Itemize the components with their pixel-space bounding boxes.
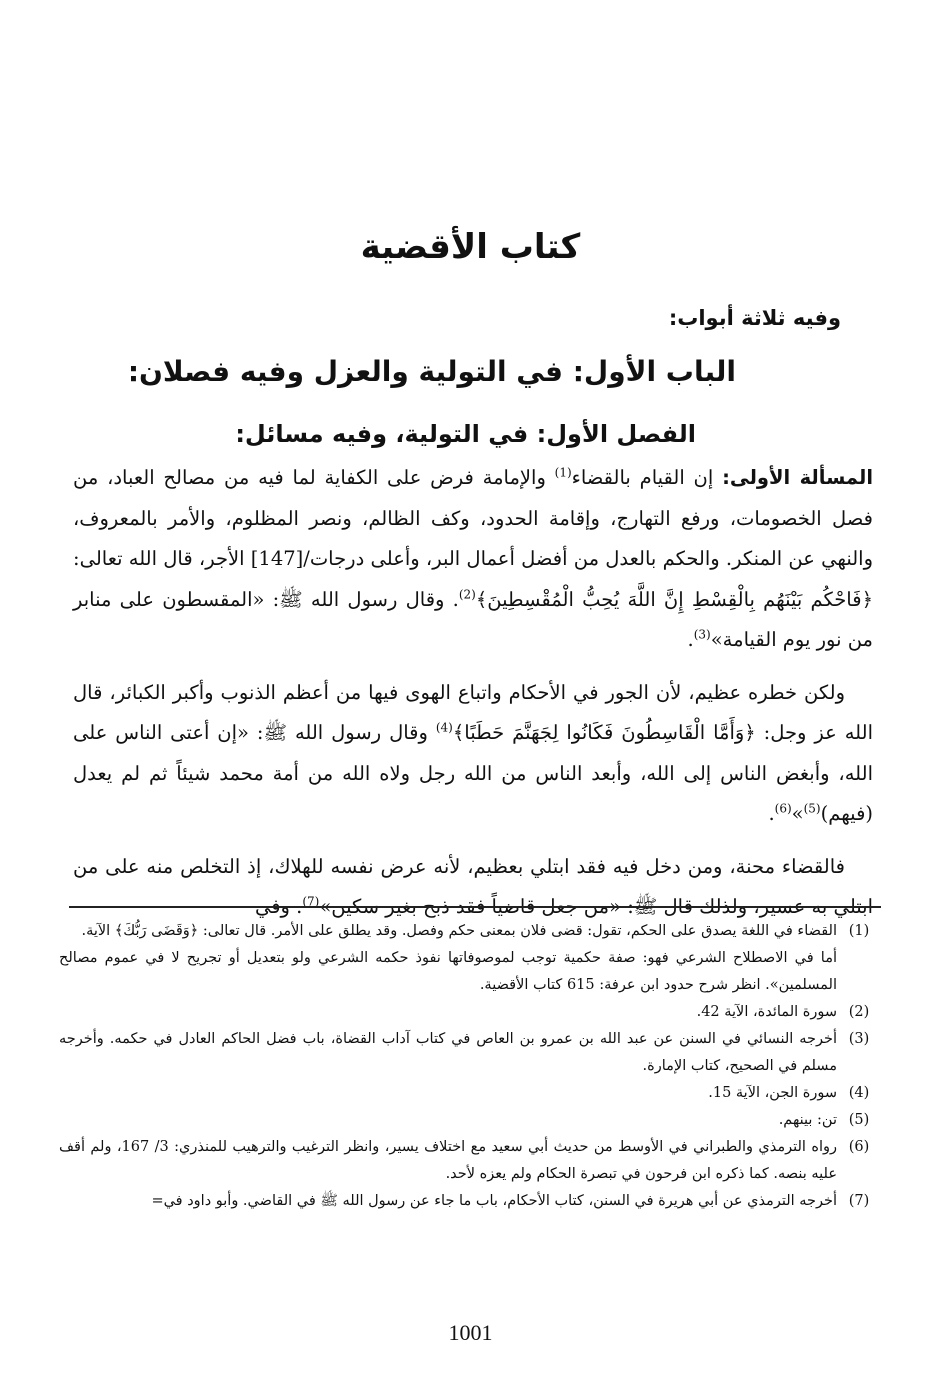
footnote-divider [69,906,881,908]
intro-line: وفيه ثلاثة أبواب: [668,306,841,330]
footnote-continuation: أما في الاصطلاح الشرعي فهو: صفة حكمية توجب لموصوفاتها نفوذ حكمه الشرعي ولو بتعديل أو تجريح لا في عموم مصالح المسلمين». انظر شرح حدود ابن عرفة: 615 كتاب الأقضية. [59,950,837,993]
page-number: 1001 [448,1320,493,1345]
section-heading: الباب الأول: في التولية والعزل وفيه فصلان: [127,355,736,388]
paragraph-3: فالقضاء محنة، ومن دخل فيه فقد ابتلي بعظيم، لأنه عرض نفسه للهلاك، إذ التخلص منه على من ابتلي به عسير، ولذلك قال ﷺ: «من جعل قاضياً فقد ذبح بغير سكين»$^{(7)}$. وفي [73,854,873,918]
footnote: (4) سورة الجن، الآية 15. [708,1085,870,1101]
paragraph-2: ولكن خطره عظيم، لأن الجور في الأحكام واتباع الهوى فيها من أعظم الذنوب وأكبر الكبائر، قال الله عز وجل: ﴿وَأَمَّا الْقَاسِطُونَ فَكَانُوا لِجَهَنَّمَ حَطَبًا﴾$^{(4)}$ وقال رسول الله ﷺ: «إن أعتى الناس على الله، وأبغض الناس إلى الله، وأبعد الناس من الله رجل ولاه الله من أمة محمد شيئاً ثم لم يعدل (فيهم)$^{(5)}$»$^{(6)}$. [73,680,873,825]
footnote-ref-5: (5) [803,801,821,816]
footnote-ref-6: (6) [774,801,792,816]
footnote: (5) تن: بينهم. [778,1112,870,1128]
footnote-ref-3: (3) [693,627,711,642]
subsection-heading: الفصل الأول: في التولية، وفيه مسائل: [235,420,696,448]
paragraph-1: المسألة الأولى: إن القيام بالقضاء$^{(1)}$ والإمامة فرض على الكفاية لما فيه من مصالح العباد، من فصل الخصومات، ورفع التهارج، وإقامة الحدود، وكف الظالم، ونصر المظلوم، والأمر بالمعروف، والنهي عن المنكر. والحكم بالعدل من أفضل أعمال البر، وأعلى درجات/[147] الأجر، قال الله تعالى: ﴿فَاحْكُم بَيْنَهُم بِالْقِسْطِ إِنَّ اللَّهَ يُحِبُّ الْمُقْسِطِينَ﴾$^{(2)}$. وقال رسول الله ﷺ: «المقسطون على منابر من نور يوم القيامة»$^{(3)}$. [73,465,873,651]
main-text [73,458,873,940]
issue-label: المسألة الأولى: [722,466,873,489]
footnote: (1) القضاء في اللغة يصدق على الحكم، تقول: قضى فلان بمعنى حكم وفصل. وقد يطلق على الأمر. قال تعالى: ﴿وَقَضَى رَبُّكَ﴾ الآية. [81,923,870,939]
chapter-title: كتاب الأقضية [360,227,581,267]
footnote: (6) رواه الترمذي والطبراني في الأوسط من حديث أبي سعيد مع اختلاف يسير، وانظر الترغيب والترهيب للمنذري: 3/ 167، ولم أقف عليه بنصه. كما ذكره ابن فرحون في تبصرة الحكام ولم يعزه لأحد. [59,1139,870,1182]
footnote-ref-2: (2) [458,587,476,601]
footnote-ref-1: (1) [554,465,572,480]
footnote: (7) أخرجه الترمذي عن أبي هريرة في السنن، كتاب الأحكام، باب ما جاء عن رسول الله ﷺ في القاضي. وأبو داود في= [151,1193,870,1209]
footnote: (3) أخرجه النسائي في السنن عن عبد الله بن عمرو بن العاص في كتاب آداب القضاة، باب فضل الحاكم العادل في حكمه. وأخرجه مسلم في الصحيح، كتاب الإمارة. [59,1031,870,1074]
footnote-ref-4: (4) [435,720,453,735]
footnotes [59,918,881,1215]
footnote-ref-7: (7) [302,894,320,909]
footnote: (2) سورة المائدة، الآية 42. [696,1004,870,1020]
